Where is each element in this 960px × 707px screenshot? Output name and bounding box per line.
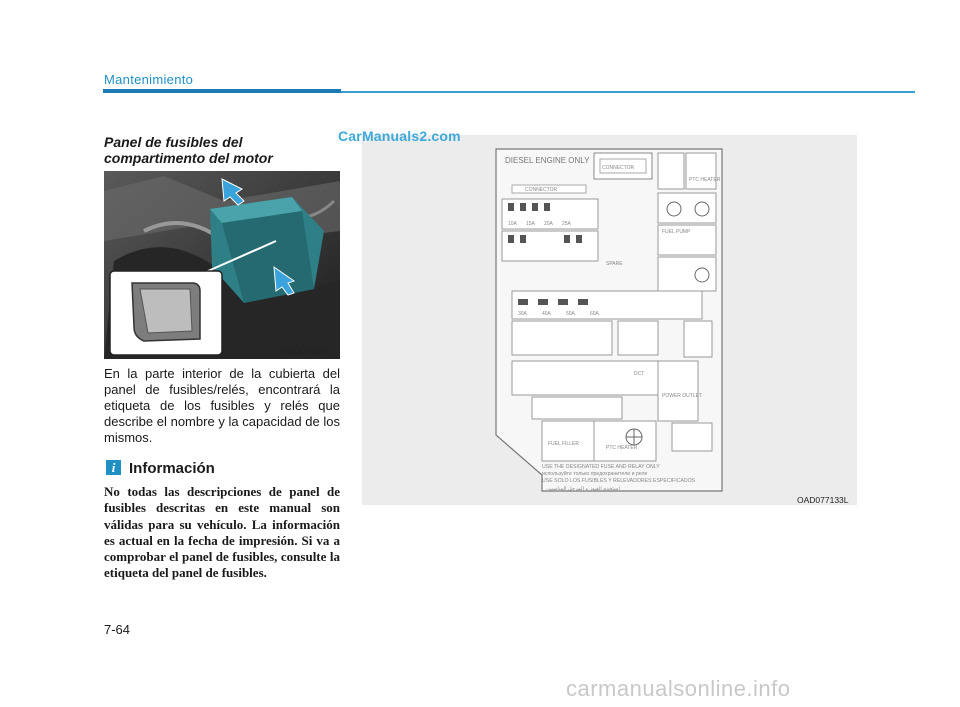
power-outlet-label: POWER OUTLET: [662, 393, 703, 399]
rating-30a: 30A: [518, 311, 527, 317]
rating-25a: 25A: [562, 221, 571, 227]
engine-photo-illustration: [104, 171, 340, 359]
fuse-label-drawing: [362, 135, 857, 505]
section-title: Mantenimiento: [104, 72, 194, 87]
ptc-label: PTC HEATER: [689, 177, 721, 183]
rating-40a: 40A: [542, 311, 551, 317]
rating-15a: 15A: [526, 221, 535, 227]
notice-ar: استخدم الفيوز و المرحل المناسبين: [546, 486, 620, 492]
notice-ru: используйте только предохранители и реле: [542, 471, 648, 477]
engine-photo: [104, 171, 340, 359]
notice-es: USE SOLO LOS FUSIBLES Y RELEVADORES ESPECIFICADOS: [542, 478, 696, 484]
diesel-label: DIESEL ENGINE ONLY: [505, 156, 590, 165]
fuel-filler-label: FUEL FILLER: [548, 441, 579, 447]
info-title: Información: [129, 460, 215, 477]
diagram-code: OAD077133L: [797, 495, 849, 505]
photo-code: OAD075027: [282, 346, 329, 356]
connector-label-2: CONNECTOR: [525, 187, 558, 193]
rating-10a: 10A: [508, 221, 517, 227]
info-text: No todas las descripciones de panel de fusibles descritas en este manual son válidas para su vehículo. La información es actual en la fecha de impresión. Si va a comprobar el panel de fusibles, consulte la etiqueta del panel de fusibles.: [104, 484, 340, 581]
header-rule-dark: [103, 89, 341, 93]
body-text: En la parte interior de la cubierta del panel de fusibles/relés, encontrará la etiqueta de los fusibles y relés que describe el nombre y la capacidad de los mismos.: [104, 366, 340, 445]
footer-watermark: carmanualsonline.info: [566, 676, 791, 701]
connector-label: CONNECTOR: [602, 165, 635, 171]
page-heading: [104, 134, 344, 166]
heading-line-1: Panel de fusibles del: [104, 134, 243, 150]
dct-label: DCT: [634, 371, 645, 377]
rating-20a: 20A: [544, 221, 553, 227]
watermark: CarManuals2.com: [338, 128, 461, 144]
header-rule-light: [341, 91, 915, 93]
ptc-label-2: PTC HEATER: [606, 445, 638, 451]
rating-50a: 50A: [566, 311, 575, 317]
fuel-pump-label: FUEL PUMP: [662, 229, 691, 235]
notice-en: USE THE DESIGNATED FUSE AND RELAY ONLY: [542, 464, 660, 470]
spare-label: SPARE: [606, 261, 623, 267]
info-icon: i: [106, 460, 121, 475]
heading-line-2: compartimento del motor: [104, 150, 273, 166]
fuse-panel-diagram: [362, 135, 857, 505]
rating-60a: 60A: [590, 311, 599, 317]
page-number: 7-64: [104, 622, 131, 637]
